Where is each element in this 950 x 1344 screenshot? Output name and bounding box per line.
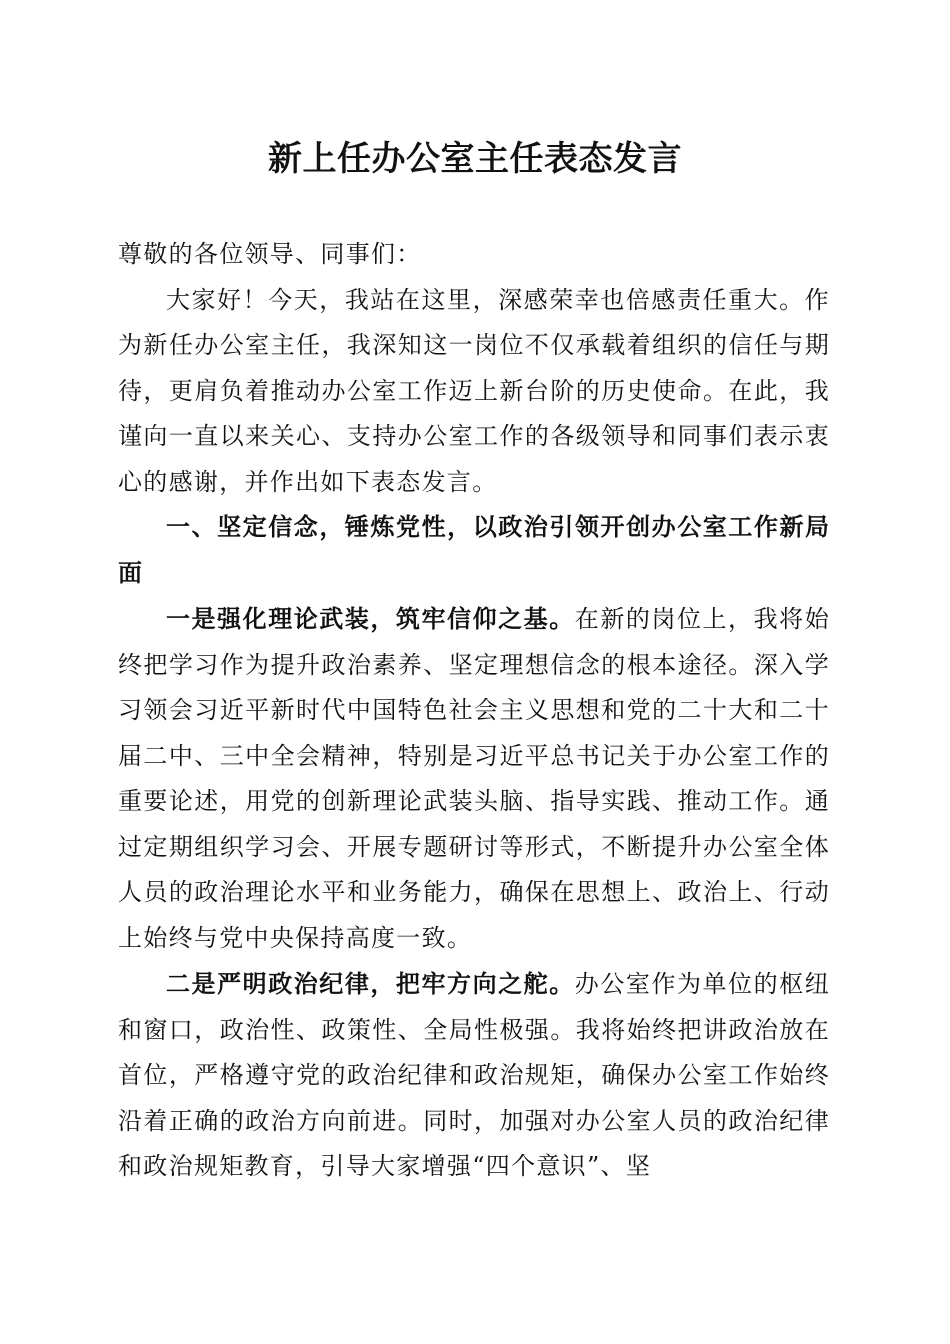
- paragraph-item-2: [118, 961, 830, 1190]
- salutation: 尊敬的各位领导、同事们：: [118, 240, 422, 268]
- item-2-lead: 二是严明政治纪律，把牢方向之舵。: [166, 969, 575, 998]
- paragraph-item-1: [118, 596, 830, 961]
- document-body: [118, 232, 830, 1190]
- section-heading: 一、坚定信念，锤炼党性，以政治引领开创办公室工作新局面: [118, 513, 830, 587]
- document-title: 新上任办公室主任表态发言: [268, 139, 682, 179]
- item-1-lead: 一是强化理论武装，筑牢信仰之基。: [166, 604, 575, 633]
- intro-paragraph: 大家好！今天，我站在这里，深感荣幸也倍感责任重大。作为新任办公室主任，我深知这一岗位不仅承载着组织的信任与期待，更肩负着推动办公室工作迈上新台阶的历史使命。在此，我谨向一直以来关心、支持办公室工作的各级领导和同事们表示衷心的感谢，并作出如下表态发言。: [118, 285, 830, 496]
- item-2-text: 办公室作为单位的枢纽和窗口，政治性、政策性、全局性极强。我将始终把讲政治放在首位，严格遵守党的政治纪律和政治规矩，确保办公室工作始终沿着正确的政治方向前进。同时，加强对办公室人员的政治纪律和政治规矩教育，引导大家增强“四个意识”、坚: [118, 970, 830, 1180]
- item-1-text: 在新的岗位上，我将始终把学习作为提升政治素养、坚定理想信念的根本途径。深入学习领会习近平新时代中国特色社会主义思想和党的二十大和二十届二中、三中全会精神，特别是习近平总书记关于办公室工作的重要论述，用党的创新理论武装头脑、指导实践、推动工作。通过定期组织学习会、开展专题研讨等形式，不断提升办公室全体人员的政治理论水平和业务能力，确保在思想上、政治上、行动上始终与党中央保持高度一致。: [118, 605, 830, 952]
